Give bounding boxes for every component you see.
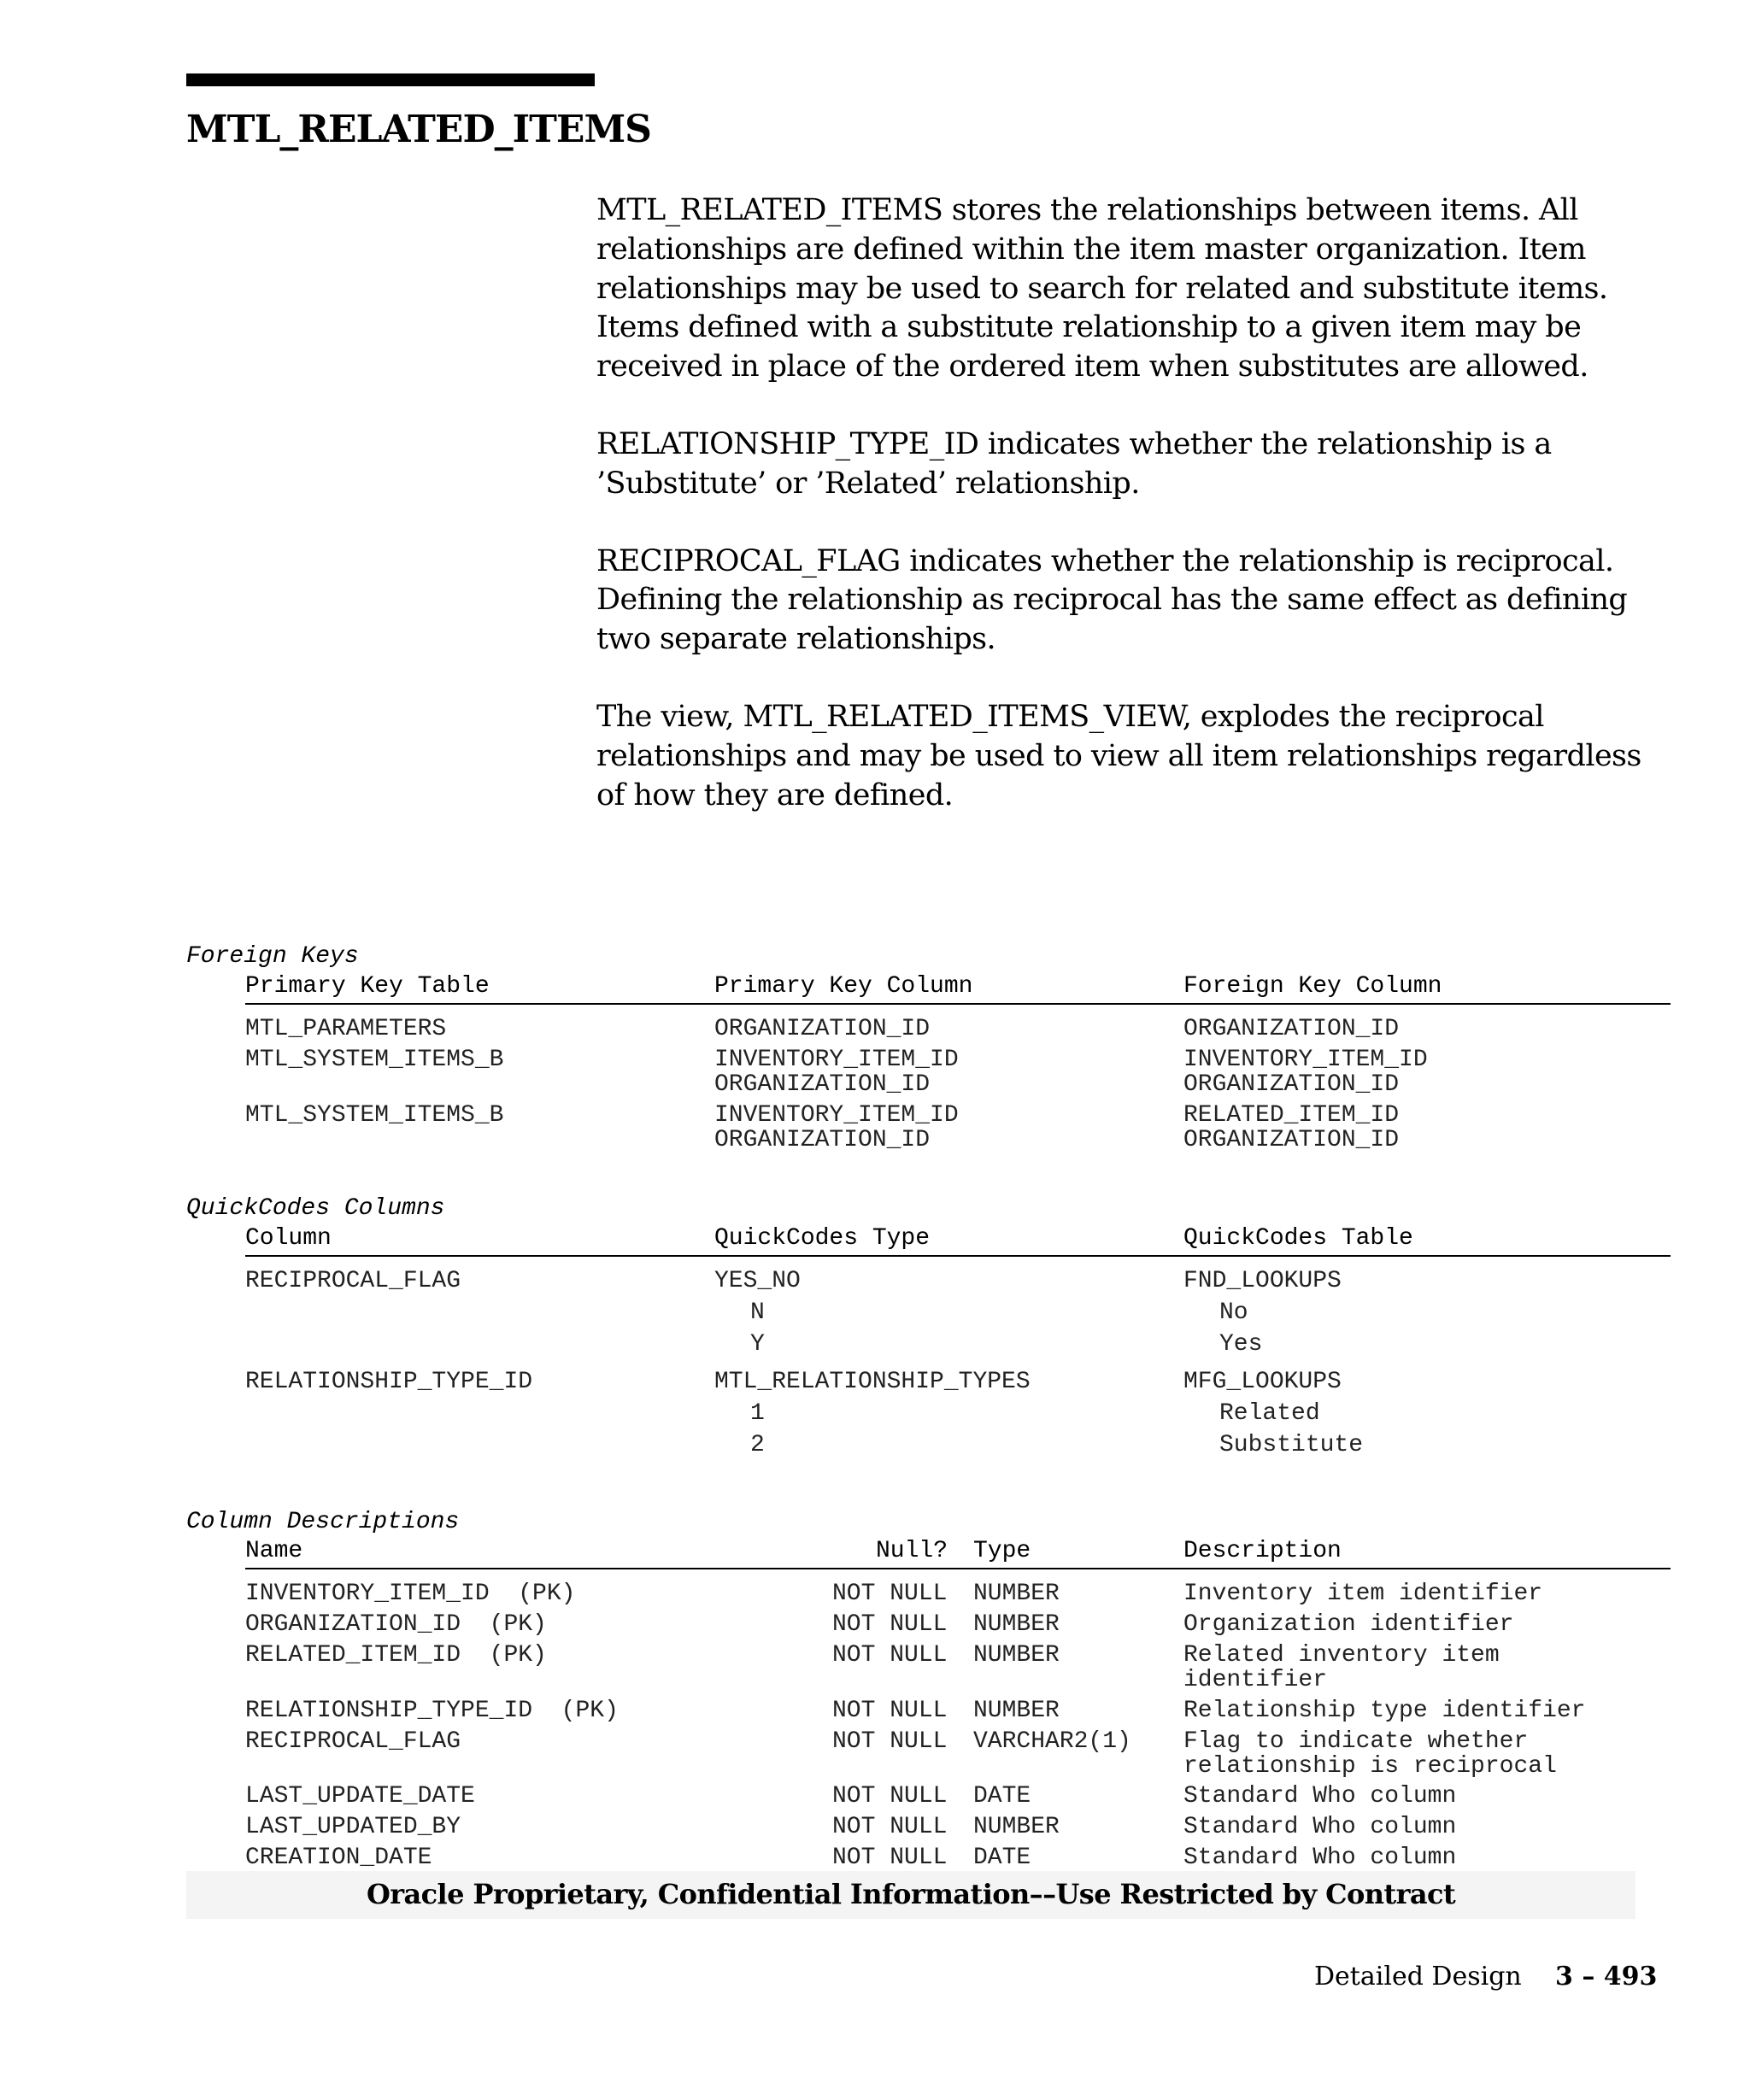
quickcode-code: 1 <box>750 1400 765 1427</box>
null-cell: NOT NULL <box>832 1783 948 1810</box>
foreign-keys-header <box>245 971 1671 1005</box>
pk-column-cell: INVENTORY_ITEM_ID ORGANIZATION_ID <box>714 1047 959 1098</box>
column-name-cell: ORGANIZATION_ID (PK) <box>245 1611 547 1638</box>
page-title: MTL_RELATED_ITEMS <box>186 108 651 151</box>
type-cell: NUMBER <box>973 1814 1060 1840</box>
foreign-keys-title: Foreign Keys <box>186 943 359 970</box>
pk-table-cell: MTL_SYSTEM_ITEMS_B <box>245 1047 504 1073</box>
quickcodes-header <box>245 1223 1671 1257</box>
quickcode-type-cell: YES_NO <box>714 1268 801 1294</box>
column-header: Null? <box>876 1538 948 1564</box>
description-cell: Inventory item identifier <box>1183 1581 1543 1607</box>
column-header: QuickCodes Type <box>714 1225 931 1252</box>
null-cell: NOT NULL <box>832 1845 948 1871</box>
column-name-cell: INVENTORY_ITEM_ID (PK) <box>245 1581 576 1607</box>
description-cell: Standard Who column <box>1183 1783 1457 1810</box>
description-paragraph: The view, MTL_RELATED_ITEMS_VIEW, explodes the reciprocal relationships and may be used to view all item relationships regardless of how they are defined. <box>596 699 1641 812</box>
quickcode-column-cell: RECIPROCAL_FLAG <box>245 1268 461 1294</box>
column-header: Column <box>245 1225 332 1252</box>
page-section-label: Detailed Design <box>1314 1962 1522 1991</box>
description-paragraph: RELATIONSHIP_TYPE_ID indicates whether the relationship is a ’Substitute’ or ’Related’ relationship. <box>596 426 1552 501</box>
column-name-cell: RELATED_ITEM_ID (PK) <box>245 1642 547 1669</box>
header-rule <box>186 73 595 86</box>
null-cell: NOT NULL <box>832 1611 948 1638</box>
description-paragraph: RECIPROCAL_FLAG indicates whether the relationship is reciprocal. Defining the relationship as reciprocal has the same effect as defining two separate relationships. <box>596 543 1628 657</box>
page-number: 3 – 493 <box>1555 1962 1658 1991</box>
fk-column-cell: RELATED_ITEM_ID ORGANIZATION_ID <box>1183 1102 1400 1153</box>
quickcode-meaning: Related <box>1219 1400 1320 1427</box>
column-name-cell: LAST_UPDATE_DATE <box>245 1783 475 1810</box>
null-cell: NOT NULL <box>832 1642 948 1669</box>
quickcode-table-cell: FND_LOOKUPS <box>1183 1268 1342 1294</box>
column-header: Primary Key Column <box>714 973 973 1000</box>
type-cell: DATE <box>973 1783 1031 1810</box>
column-header: Description <box>1183 1538 1342 1564</box>
column-descriptions-title: Column Descriptions <box>186 1509 460 1535</box>
pk-column-cell: INVENTORY_ITEM_ID ORGANIZATION_ID <box>714 1102 959 1153</box>
null-cell: NOT NULL <box>832 1728 948 1755</box>
type-cell: NUMBER <box>973 1642 1060 1669</box>
column-header: QuickCodes Table <box>1183 1225 1413 1252</box>
description-paragraph: MTL_RELATED_ITEMS stores the relationships between items. All relationships are defined within the item master organization. Item relationships may be used to search for related and substitute items. Items defined with a substitute relationship to a given item may be received in place of the ordered item when substitutes are allowed. <box>596 193 1608 384</box>
null-cell: NOT NULL <box>832 1698 948 1724</box>
quickcode-type-cell: MTL_RELATIONSHIP_TYPES <box>714 1369 1031 1395</box>
pk-column-cell: ORGANIZATION_ID <box>714 1016 931 1042</box>
column-header: Name <box>245 1538 303 1564</box>
type-cell: NUMBER <box>973 1698 1060 1724</box>
quickcode-code: Y <box>750 1331 765 1358</box>
quickcode-meaning: No <box>1219 1299 1248 1326</box>
column-name-cell: RELATIONSHIP_TYPE_ID (PK) <box>245 1698 619 1724</box>
column-header: Foreign Key Column <box>1183 973 1442 1000</box>
type-cell: VARCHAR2(1) <box>973 1728 1131 1755</box>
null-cell: NOT NULL <box>832 1581 948 1607</box>
type-cell: DATE <box>973 1845 1031 1871</box>
column-descriptions-header <box>245 1535 1671 1569</box>
description-cell: Standard Who column <box>1183 1814 1457 1840</box>
quickcode-column-cell: RELATIONSHIP_TYPE_ID <box>245 1369 533 1395</box>
quickcode-table-cell: MFG_LOOKUPS <box>1183 1369 1342 1395</box>
description-cell: Organization identifier <box>1183 1611 1514 1638</box>
description-body <box>596 191 1647 853</box>
pk-table-cell: MTL_SYSTEM_ITEMS_B <box>245 1102 504 1129</box>
confidentiality-notice: Oracle Proprietary, Confidential Information––Use Restricted by Contract <box>366 1878 1456 1910</box>
column-name-cell: RECIPROCAL_FLAG <box>245 1728 461 1755</box>
column-header: Primary Key Table <box>245 973 490 1000</box>
description-cell: Standard Who column <box>1183 1845 1457 1871</box>
column-name-cell: LAST_UPDATED_BY <box>245 1814 461 1840</box>
description-cell: Relationship type identifier <box>1183 1698 1586 1724</box>
description-cell: Flag to indicate whether relationship is reciprocal <box>1183 1728 1557 1780</box>
column-header: Type <box>973 1538 1031 1564</box>
column-name-cell: CREATION_DATE <box>245 1845 432 1871</box>
fk-column-cell: INVENTORY_ITEM_ID ORGANIZATION_ID <box>1183 1047 1428 1098</box>
fk-column-cell: ORGANIZATION_ID <box>1183 1016 1400 1042</box>
type-cell: NUMBER <box>973 1581 1060 1607</box>
type-cell: NUMBER <box>973 1611 1060 1638</box>
quickcode-code: N <box>750 1299 765 1326</box>
pk-table-cell: MTL_PARAMETERS <box>245 1016 447 1042</box>
quickcode-meaning: Substitute <box>1219 1432 1364 1458</box>
quickcode-code: 2 <box>750 1432 765 1458</box>
quickcode-meaning: Yes <box>1219 1331 1263 1358</box>
description-cell: Related inventory item identifier <box>1183 1642 1500 1693</box>
quickcodes-title: QuickCodes Columns <box>186 1195 445 1222</box>
null-cell: NOT NULL <box>832 1814 948 1840</box>
